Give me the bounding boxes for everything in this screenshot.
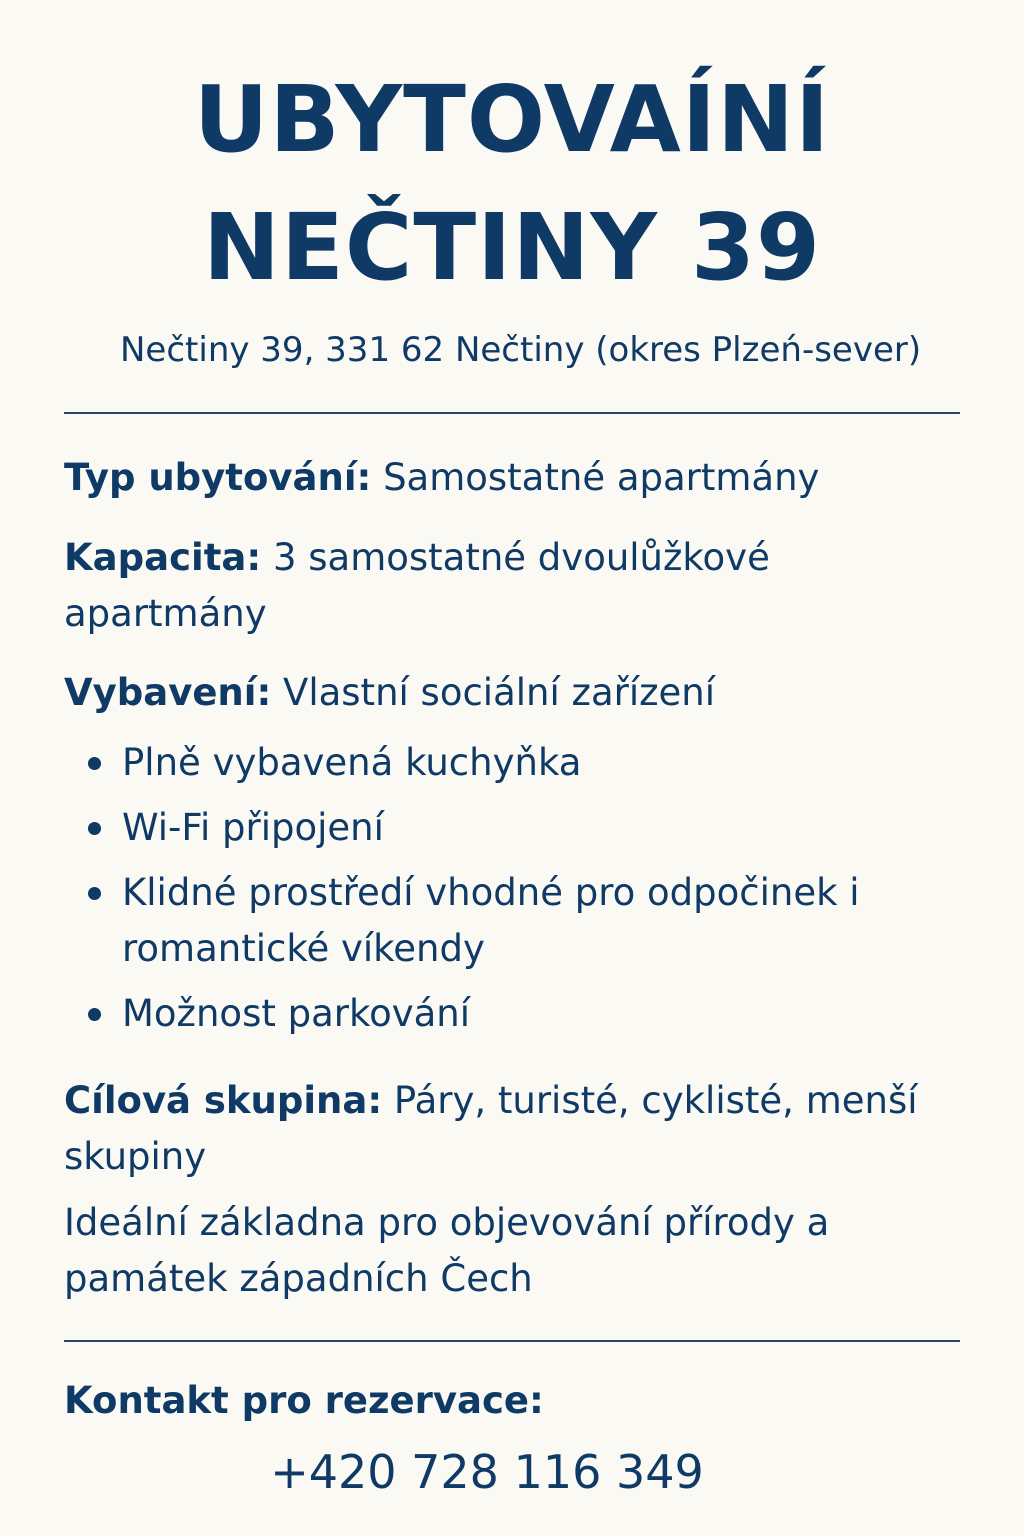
capacity [64,530,944,642]
list-item [82,865,962,977]
feature-text: Možnost parkování [122,992,471,1035]
accommodation-type [64,450,944,506]
list-item [82,800,962,856]
contact-label: Kontakt pro rezervace: [64,1379,544,1422]
list-item [82,735,962,791]
equipment-value: Vlastní sociální zařízení [283,671,716,714]
target-group-value: Páry, turisté, cyklisté, menší skupiny [64,1079,918,1178]
address: Nečtiny 39, 331 62 Nečtiny (okres Plzeń-sever) [120,330,922,370]
bullet-icon [88,822,101,835]
equipment-label: Vybavení: [64,671,272,714]
bullet-icon [88,757,101,770]
title-line-1: UBYTOVAÍNÍ [193,66,831,173]
accommodation-type-value: Samostatné apartmány [383,456,820,499]
accommodation-type-label: Typ ubytování: [64,456,372,499]
ideal-base-text: Ideální základna pro objevování přírody a památek západních Čech [64,1201,830,1300]
capacity-label: Kapacita: [64,536,262,579]
phone-number: +420 728 116 349 [270,1445,704,1499]
equipment [64,665,944,721]
title-line-2: NEČTINY 39 [202,194,822,301]
feature-text: Wi-Fi připojení [122,806,384,849]
bullet-icon [88,1008,101,1021]
target-group [64,1073,944,1185]
feature-text: Plně vybavená kuchyňka [122,741,582,784]
feature-text: Klidné prostředí vhodné pro odpočinek i romantické víkendy [122,871,860,970]
divider-top [64,412,960,414]
divider-bottom [64,1340,960,1342]
features-list [82,735,962,1051]
target-group-label: Cílová skupina: [64,1079,383,1122]
list-item [82,986,962,1042]
capacity-value: 3 samostatné dvoulůžkové apartmány [64,536,770,635]
bullet-icon [88,887,101,900]
